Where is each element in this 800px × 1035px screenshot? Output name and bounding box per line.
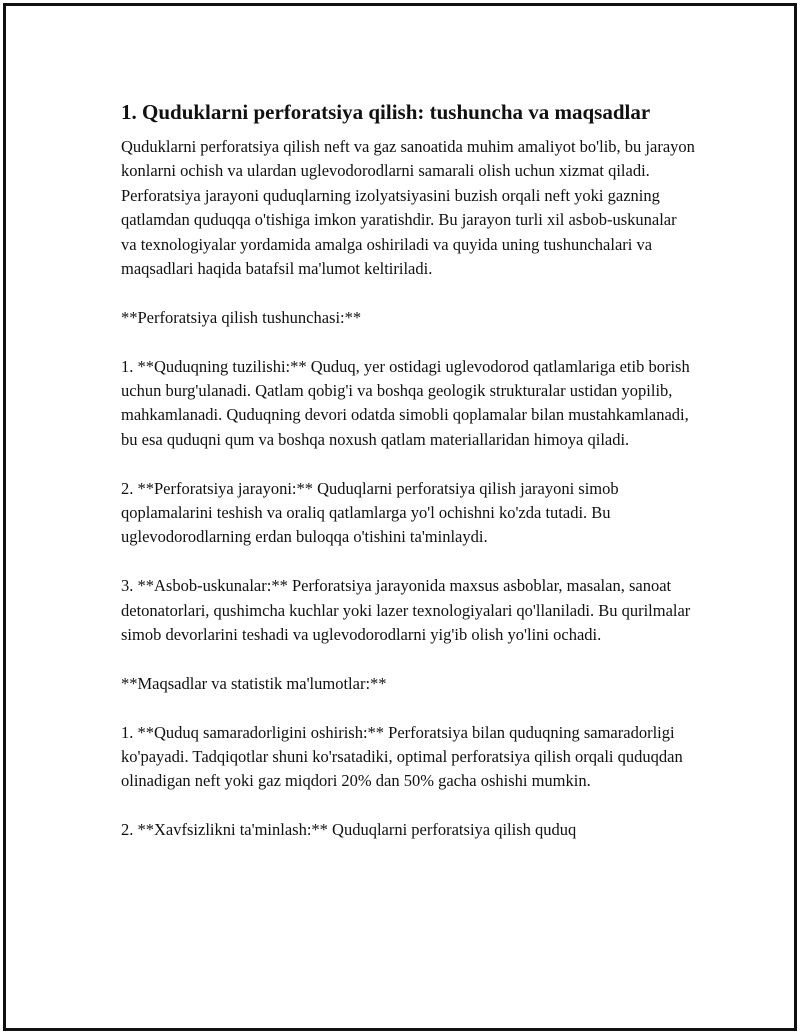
subheading-goals: **Maqsadlar va statistik ma'lumotlar:**	[121, 673, 387, 693]
subheading-concept: **Perforatsiya qilish tushunchasi:**	[121, 307, 362, 327]
section-heading: 1. Quduklarni perforatsiya qilish: tushuncha va maqsadlar	[121, 100, 651, 124]
list-item-efficiency: 1. **Quduq samaradorligini oshirish:** Perforatsiya bilan quduqning samaradorligi ko'payadi. Tadqiqotlar shuni ko'rsatadiki, optimal perforatsiya qilish orqali quduqdan olinadigan neft yoki gaz miqdori 20% dan 50% gacha oshishi mumkin.	[121, 722, 683, 791]
list-item-equipment: 3. **Asbob-uskunalar:** Perforatsiya jarayonida maxsus asboblar, masalan, sanoat detonatorlari, qushimcha kuchlar yoki lazer texnologiyalari qo'llaniladi. Bu qurilmalar simob devorlarini teshadi va uglevodorodlarni yig'ib olish yo'lini ochadi.	[121, 576, 691, 645]
page-frame	[3, 3, 797, 1031]
intro-paragraph: Quduklarni perforatsiya qilish neft va gaz sanoatida muhim amaliyot bo'lib, bu jarayon konlarni ochish va ulardan uglevodorodlarni samarali olish uchun xizmat qiladi. Perforatsiya jarayoni quduqlarning izolyatsiyasini buzish orqali neft yoki gazning qatlamdan quduqqa o'tishiga imkon yaratishdir. Bu jarayon turli xil asbob-uskunalar va texnologiyalar yordamida amalga oshiriladi va quyida uning tushunchalari va maqsadlari haqida batafsil ma'lumot keltiriladi.	[121, 137, 695, 279]
document-body	[121, 98, 696, 867]
list-item-perforation-process: 2. **Perforatsiya jarayoni:** Quduqlarni perforatsiya qilish jarayoni simob qoplamalarini teshish va oraliq qatlamlarga yo'l ochishni ko'zda tutadi. Bu uglevodorodlarning erdan buloqqa o'tishini ta'minlaydi.	[121, 478, 619, 547]
list-item-well-structure: 1. **Quduqning tuzilishi:** Quduq, yer ostidagi uglevodorod qatlamlariga etib borish uchun burg'ulanadi. Qatlam qobig'i va boshqa geologik strukturalar ustidan yopilib, mahkamlanadi. Quduqning devori odatda simobli qoplamalar bilan mustahkamlanadi, bu esa quduqni qum va boshqa noxush qatlam materiallaridan himoya qiladi.	[121, 356, 690, 449]
list-item-safety: 2. **Xavfsizlikni ta'minlash:** Quduqlarni perforatsiya qilish quduq	[121, 820, 577, 840]
